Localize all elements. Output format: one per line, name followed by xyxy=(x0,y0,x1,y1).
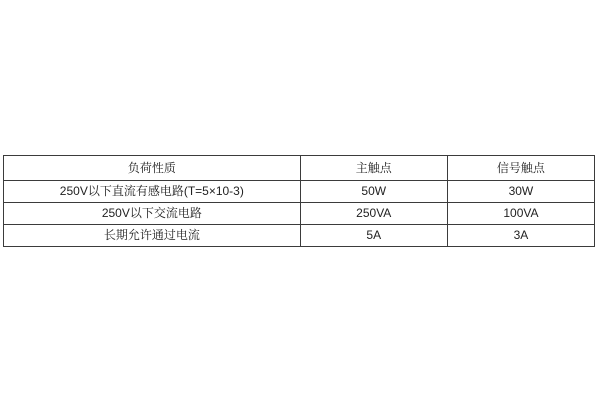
load-spec-table xyxy=(3,155,595,247)
table-row xyxy=(4,203,595,225)
cell-main-contact: 5A xyxy=(300,225,447,247)
cell-signal-contact: 100VA xyxy=(447,203,594,225)
header-load-nature: 负荷性质 xyxy=(4,156,301,181)
header-main-contact: 主触点 xyxy=(300,156,447,181)
table-header-row xyxy=(4,156,595,181)
cell-signal-contact: 3A xyxy=(447,225,594,247)
spec-table-container xyxy=(3,155,595,247)
cell-load-nature: 250V以下直流有感电路(T=5×10-3) xyxy=(4,181,301,203)
cell-main-contact: 250VA xyxy=(300,203,447,225)
cell-load-nature: 长期允许通过电流 xyxy=(4,225,301,247)
cell-main-contact: 50W xyxy=(300,181,447,203)
table-row xyxy=(4,225,595,247)
cell-signal-contact: 30W xyxy=(447,181,594,203)
cell-load-nature: 250V以下交流电路 xyxy=(4,203,301,225)
header-signal-contact: 信号触点 xyxy=(447,156,594,181)
table-row xyxy=(4,181,595,203)
